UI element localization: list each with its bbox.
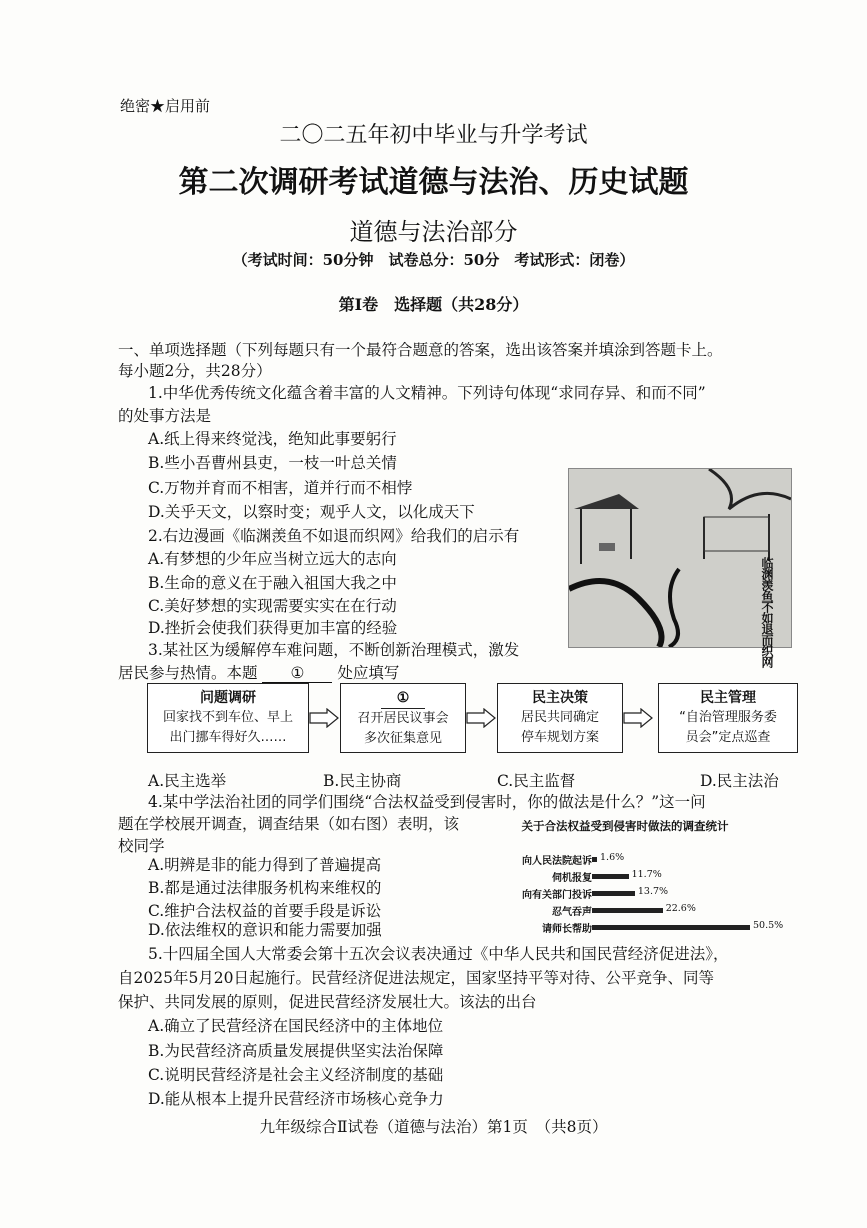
q3-option-d: D.民主法治 [700, 772, 779, 790]
q4-option-c: C.维护合法权益的首要手段是诉讼 [148, 902, 382, 920]
part-title: 道德与法治部分 [349, 218, 518, 246]
q2-stem: 2.右边漫画《临渊羡鱼不如退而织网》给我们的启示有 [148, 527, 520, 545]
q5-option-a: A.确立了民营经济在国民经济中的主体地位 [148, 1017, 444, 1035]
page-footer: 九年级综合Ⅱ试卷（道德与法治）第1页 （共8页） [259, 1118, 608, 1136]
flow-step-3 [497, 683, 623, 753]
flow-step-title: 民主管理 [700, 690, 756, 706]
chart-bar-label: 请师长帮助 [542, 924, 592, 935]
chart-bar [592, 925, 750, 930]
chart-bar [592, 908, 663, 913]
q1-stem-cont: 的处事方法是 [118, 407, 212, 425]
instructions-line2: 每小题2分，共28分） [118, 362, 272, 380]
flow-step-text: 员会”定点巡查 [685, 730, 771, 745]
q3-stem-cont [118, 661, 399, 683]
flow-step-text: 出门挪车得好久…… [169, 730, 287, 745]
flow-step-1 [147, 683, 309, 753]
flow-step-title: 民主决策 [532, 690, 588, 706]
q1-stem: 1.中华优秀传统文化蕴含着丰富的人文精神。下列诗句体现“求同存异、和而不同” [148, 384, 706, 402]
q1-option-c: C.万物并育而不相害，道并行而不相悖 [148, 479, 413, 497]
chart-bar-label: 向人民法院起诉 [522, 856, 592, 867]
instructions-line1: 一、单项选择题（下列每题只有一个最符合题意的答案，选出该答案并填涂到答题卡上。 [118, 341, 723, 359]
q1-option-d: D.关乎天文，以察时变；观乎人文，以化成天下 [148, 503, 475, 521]
chart-bar-row [490, 852, 780, 866]
chart-bar-value: 1.6% [600, 852, 625, 863]
flow-step-title: 问题调研 [200, 690, 256, 706]
q2-option-d: D.挫折会使我们获得更加丰富的经验 [148, 619, 398, 637]
chart-bar-row [490, 869, 780, 883]
q5-stem-cont: 自2025年5月20日起施行。民营经济促进法规定，国家坚持平等对待、公平竞争、同等 [118, 969, 715, 987]
chart-bar [592, 874, 629, 879]
q1-option-a: A.纸上得来终觉浅，绝知此事要躬行 [148, 430, 397, 448]
cartoon-caption: 临渊羡鱼不如退而织网 [760, 557, 774, 667]
chart-bar-value: 13.7% [637, 886, 669, 897]
q3-option-c: C.民主监督 [497, 772, 576, 790]
flow-step-text: 召开居民议事会 [357, 711, 449, 726]
chart-bar-row [490, 886, 780, 900]
chart-bar-row [490, 903, 780, 917]
section-title: 第Ⅰ卷 选择题（共28分） [338, 295, 529, 314]
chart-title: 关于合法权益受到侵害时做法的调查统计 [521, 819, 729, 833]
q1-option-b: B.些小吾曹州县吏，一枝一叶总关情 [148, 454, 397, 472]
chart-bar-label: 伺机报复 [552, 873, 592, 884]
q2-option-c: C.美好梦想的实现需要实实在在行动 [148, 597, 397, 615]
arrow-icon [466, 708, 496, 728]
q3-stem: 3.某社区为缓解停车难问题，不断创新治理模式，激发 [148, 641, 520, 659]
survey-bar-chart [490, 818, 784, 938]
chart-bar-label: 忍气吞声 [552, 907, 592, 918]
arrow-icon [623, 708, 653, 728]
q3-stem-part2: 处应填写 [337, 664, 400, 682]
flow-step-text: 多次征集意见 [363, 731, 442, 746]
q3-blank: ① [262, 664, 332, 683]
flow-step-text: 停车规划方案 [520, 730, 599, 745]
chart-bar-value: 11.7% [631, 869, 662, 880]
confidential-label: 绝密★启用前 [120, 97, 211, 115]
q2-option-a: A.有梦想的少年应当树立远大的志向 [148, 550, 397, 568]
flow-step-text: 回家找不到车位、早上 [162, 710, 293, 725]
chart-bar [592, 857, 597, 862]
q5-option-c: C.说明民营经济是社会主义经济制度的基础 [148, 1066, 444, 1084]
q4-option-d: D.依法维权的意识和能力需要加强 [148, 921, 382, 939]
cartoon-image [568, 468, 792, 667]
flow-step-2 [340, 683, 466, 753]
arrow-icon [309, 708, 339, 728]
exam-info: （考试时间：50分钟 试卷总分：50分 考试形式：闭卷） [232, 251, 635, 269]
chart-bar-value: 50.5% [753, 920, 784, 931]
q4-stem-cont2: 校同学 [118, 837, 165, 855]
flow-step-text: 居民共同确定 [520, 710, 599, 725]
chart-bar-row [490, 920, 784, 935]
q2-option-b: B.生命的意义在于融入祖国大我之中 [148, 574, 397, 592]
chart-bar-label: 向有关部门投诉 [522, 890, 592, 901]
q4-stem: 4.某中学法治社团的同学们围绕“合法权益受到侵害时，你的做法是什么？”这一问 [148, 793, 706, 811]
flow-step-title: ① [381, 688, 425, 709]
flow-step-4 [658, 683, 798, 753]
q3-stem-part1: 居民参与热情。本题 [118, 664, 258, 682]
q3-option-b: B.民主协商 [323, 772, 402, 790]
q5-stem-cont2: 保护、共同发展的原则，促进民营经济发展壮大。该法的出台 [118, 993, 537, 1011]
q5-stem: 5.十四届全国人大常委会第十五次会议表决通过《中华人民共和国民营经济促进法》， [148, 945, 729, 963]
chart-bar [592, 891, 635, 896]
q4-option-a: A.明辨是非的能力得到了普遍提高 [148, 856, 382, 874]
q5-option-d: D.能从根本上提升民营经济市场核心竞争力 [148, 1090, 444, 1108]
q5-option-b: B.为民营经济高质量发展提供坚实法治保障 [148, 1042, 444, 1060]
q4-option-b: B.都是通过法律服务机构来维权的 [148, 879, 382, 897]
flow-step-text: “自治管理服务委 [679, 710, 777, 725]
exam-title: 二〇二五年初中毕业与升学考试 [279, 123, 588, 148]
q4-stem-cont: 题在学校展开调查，调查结果（如右图）表明，该 [118, 815, 460, 833]
q3-option-a: A.民主选举 [148, 772, 227, 790]
cartoon-drawing [569, 469, 791, 647]
chart-bar-value: 22.6% [665, 903, 696, 914]
exam-subtitle: 第二次调研考试道德与法治、历史试题 [178, 165, 689, 200]
